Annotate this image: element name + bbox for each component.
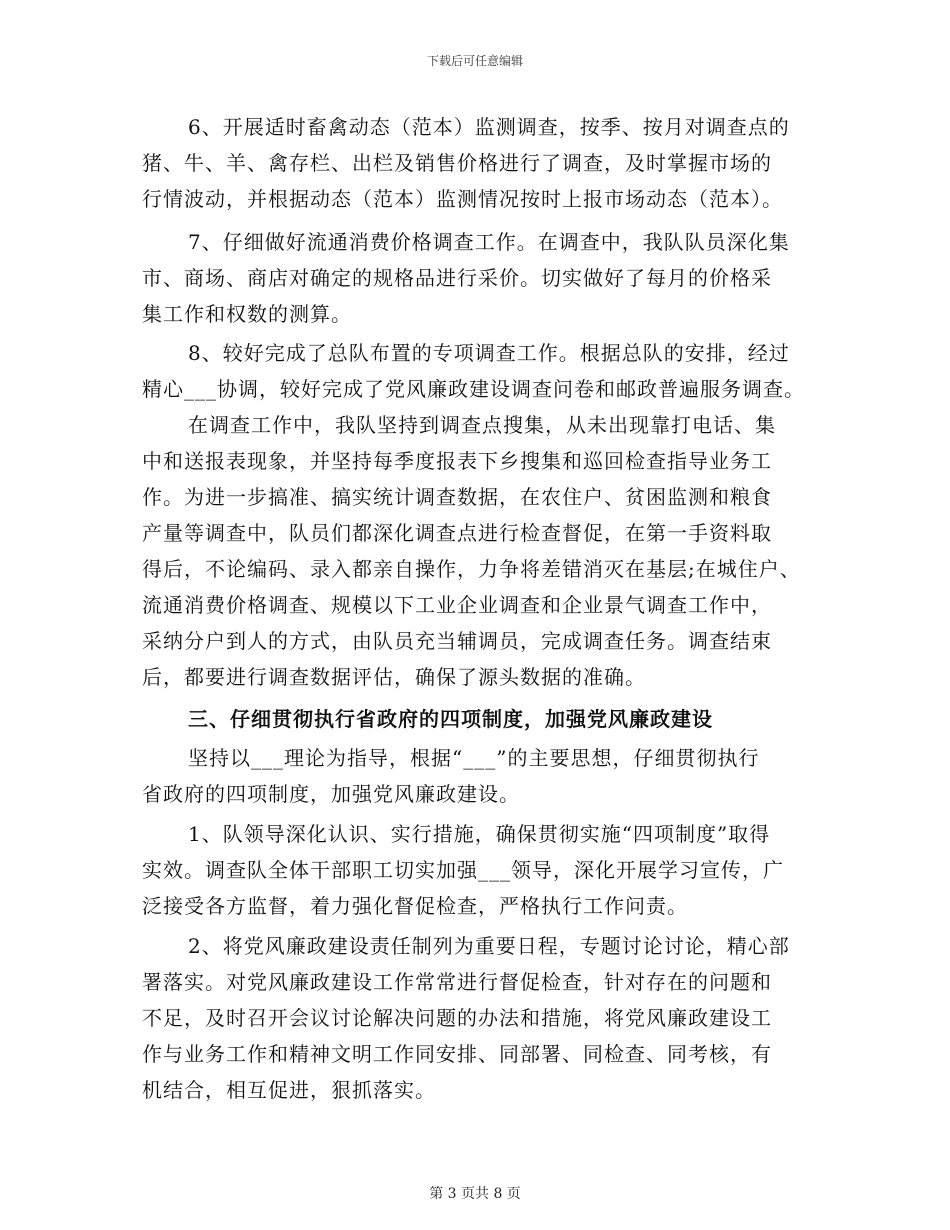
- text-line: 市、商场、商店对确定的规格品进行采价。切实做好了每月的价格采: [142, 266, 772, 290]
- text-line: 实效。调查队全体干部职工切实加强___领导，深化开展学习宣传，广: [142, 858, 784, 882]
- text-line: 后，都要进行调查数据评估，确保了源头数据的准确。: [142, 665, 646, 689]
- text-line: 泛接受各方监督，着力强化督促检查，严格执行工作问责。: [142, 894, 688, 918]
- text-line: 产量等调查中，队员们都深化调查点进行检查督促，在第一手资料取: [142, 521, 772, 545]
- text-line: 8、较好完成了总队布置的专项调查工作。根据总队的安排，经过: [188, 341, 790, 365]
- text-line: 精心___协调，较好完成了党风廉政建设调查问卷和邮政普遍服务调查。: [142, 377, 805, 401]
- page-footer: 第 3 页共 8 页: [429, 1186, 521, 1202]
- text-line: 6、开展适时畜禽动态（范本）监测调查，按季、按月对调查点的: [188, 115, 790, 139]
- text-line: 集工作和权数的测算。: [142, 302, 352, 326]
- text-line: 不足，及时召开会议讨论解决问题的办法和措施，将党风廉政建设工: [142, 1006, 772, 1030]
- text-line: 2、将党风廉政建设责任制列为重要日程，专题讨论讨论，精心部: [188, 934, 790, 958]
- text-line: 机结合，相互促进，狠抓落实。: [142, 1078, 436, 1102]
- text-line: 省政府的四项制度，加强党风廉政建设。: [142, 782, 520, 806]
- page-header: 下载后可任意编辑: [426, 54, 523, 68]
- text-line: 得后，不论编码、录入都亲自操作，力争将差错消灭在基层;在城住户、: [142, 557, 801, 581]
- text-line: 行情波动，并根据动态（范本）监测情况按时上报市场动态（范本）。: [142, 187, 783, 211]
- text-line: 作。为进一步搞准、搞实统计调查数据，在农住户、贫困监测和粮食: [142, 485, 772, 509]
- text-line: 坚持以___理论为指导，根据“___”的主要思想，仔细贯彻执行: [188, 746, 760, 770]
- text-line: 1、队领导深化认识、实行措施，确保贯彻实施“四项制度”取得: [188, 822, 771, 846]
- text-line: 署落实。对党风廉政建设工作常常进行督促检查，针对存在的问题和: [142, 970, 772, 994]
- text-line: 猪、牛、羊、禽存栏、出栏及销售价格进行了调查，及时掌握市场的: [142, 151, 772, 175]
- text-line: 流通消费价格调查、规模以下工业企业调查和企业景气调查工作中，: [142, 593, 772, 617]
- text-line: 作与业务工作和精神文明工作同安排、同部署、同检查、同考核，有: [142, 1042, 772, 1066]
- text-line: 7、仔细做好流通消费价格调查工作。在调查中，我队队员深化集: [188, 230, 790, 254]
- text-line: 采纳分户到人的方式，由队员充当辅调员，完成调查任务。调查结束: [142, 629, 772, 653]
- text-line: 中和送报表现象，并坚持每季度报表下乡搜集和巡回检查指导业务工: [142, 449, 772, 473]
- text-line: 在调查工作中，我队坚持到调查点搜集，从未出现靠打电话、集: [188, 413, 776, 437]
- section-heading: 三、仔细贯彻执行省政府的四项制度，加强党风廉政建设: [188, 707, 713, 731]
